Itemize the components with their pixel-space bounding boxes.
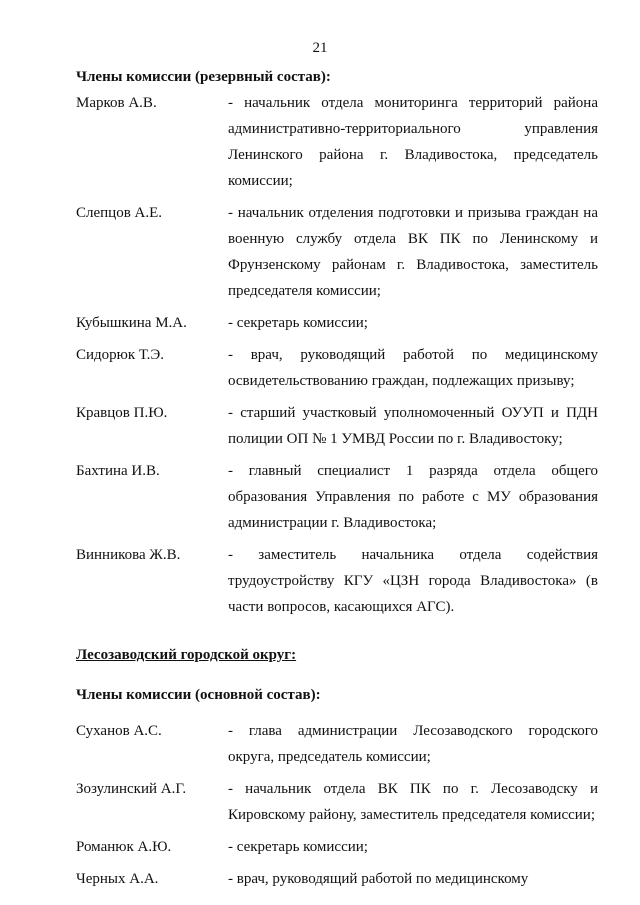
member-name: Бахтина И.В.: [76, 463, 160, 479]
member-name: Сидорюк Т.Э.: [76, 347, 164, 363]
member-entry: [76, 834, 598, 860]
member-entry: [76, 718, 598, 770]
member-role: - начальник отделения подготовки и призыва граждан на военную службу отдела ВК ПК по Ленинскому и Фрунзенскому районам г. Владивостока, заместитель председателя комиссии;: [228, 205, 598, 299]
member-name: Винникова Ж.В.: [76, 547, 181, 563]
member-role: - главный специалист 1 разряда отдела общего образования Управления по работе с МУ образования администрации г. Владивостока;: [228, 463, 598, 531]
member-name: Кравцов П.Ю.: [76, 405, 168, 421]
member-role: - заместитель начальника отдела содействия трудоустройству КГУ «ЦЗН города Владивостока» (в части вопросов, касающихся АГС).: [228, 547, 598, 615]
member-entry: [76, 542, 598, 620]
member-role: - секретарь комиссии;: [228, 839, 368, 855]
member-entry: [76, 458, 598, 536]
member-name: Зозулинский А.Г.: [76, 781, 187, 797]
member-name: Слепцов А.Е.: [76, 205, 163, 221]
section-heading-main: Члены комиссии (основной состав):: [76, 687, 321, 703]
member-name: Романюк А.Ю.: [76, 839, 172, 855]
district-title: Лесозаводский городской округ:: [76, 647, 297, 663]
member-name: Черных А.А.: [76, 871, 159, 887]
member-role: - глава администрации Лесозаводского городского округа, председатель комиссии;: [228, 723, 598, 765]
member-role: - старший участковый уполномоченный ОУУП и ПДН полиции ОП № 1 УМВД России по г. Владивостоку;: [228, 405, 598, 447]
member-entry: [76, 866, 598, 892]
member-role: - врач, руководящий работой по медицинскому освидетельствованию граждан, подлежащих призыву;: [228, 347, 598, 389]
member-role: - начальник отдела ВК ПК по г. Лесозаводску и Кировскому району, заместитель председателя комиссии;: [228, 781, 598, 823]
section-heading-reserve: Члены комиссии (резервный состав):: [76, 69, 331, 85]
member-entry: [76, 310, 598, 336]
member-role: - начальник отдела мониторинга территорий района административно-территориального управления Ленинского района г. Владивостока, председатель комиссии;: [228, 95, 598, 189]
member-entry: [76, 342, 598, 394]
member-entry: [76, 400, 598, 452]
member-name: Суханов А.С.: [76, 723, 162, 739]
member-entry: [76, 90, 598, 194]
member-name: Марков А.В.: [76, 95, 157, 111]
member-name: Кубышкина М.А.: [76, 315, 187, 331]
member-entry: [76, 776, 598, 828]
member-role: - секретарь комиссии;: [228, 315, 368, 331]
page-number: 21: [312, 40, 328, 56]
member-role: - врач, руководящий работой по медицинскому: [228, 871, 529, 887]
document-body: [76, 64, 598, 898]
member-entry: [76, 200, 598, 304]
